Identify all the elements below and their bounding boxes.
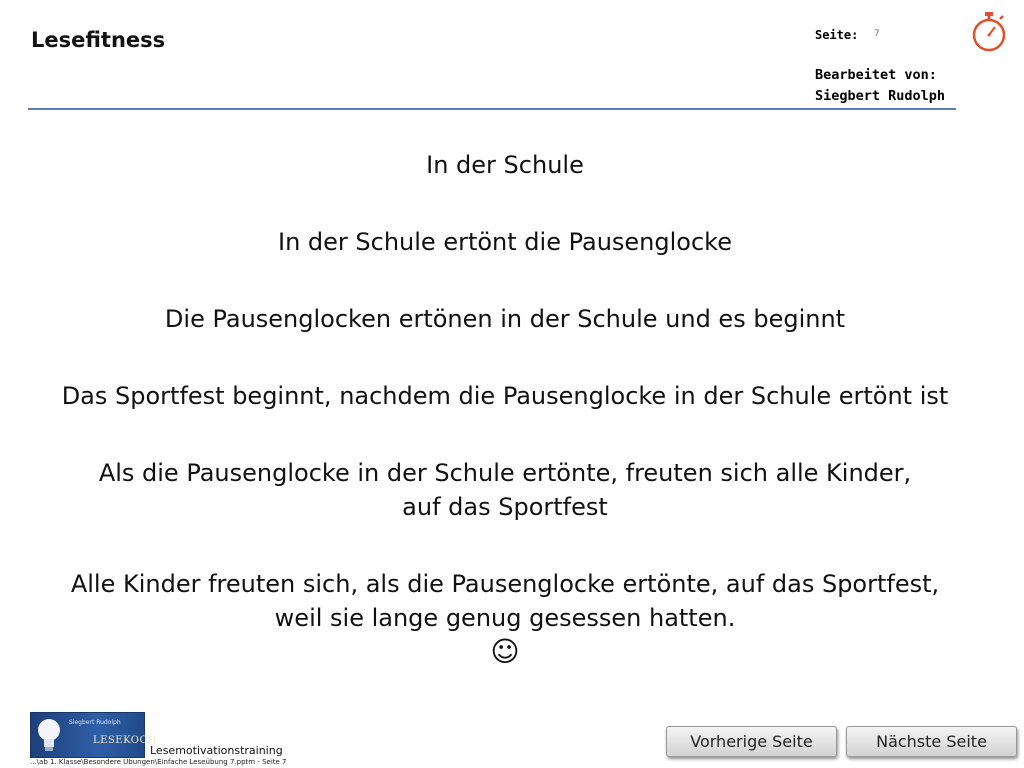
page-title: Lesefitness <box>31 28 166 52</box>
logo-brand: LESEKOCH <box>93 735 157 746</box>
stopwatch-icon[interactable] <box>969 11 1009 53</box>
sentence-line: weil sie lange genug gesessen hatten. <box>274 604 736 632</box>
sentence-line: Das Sportfest beginnt, nachdem die Pausenglocke in der Schule ertönt ist <box>61 382 949 410</box>
sentence-line: Die Pausenglocken ertönen in der Schule und es beginnt <box>164 305 846 333</box>
next-page-button[interactable]: Nächste Seite <box>846 726 1017 757</box>
sentence-3 <box>20 302 990 336</box>
sentence-line: In der Schule ertönt die Pausenglocke <box>278 228 732 256</box>
sentence-line: Alle Kinder freuten sich, als die Pausenglocke ertönte, auf das Sportfest, <box>70 570 940 598</box>
page-label: Seite: <box>815 28 859 42</box>
lesekoch-logo <box>30 712 157 758</box>
page-number: 7 <box>874 29 880 39</box>
header-divider <box>28 108 956 110</box>
edited-by-label: Bearbeitet von: <box>815 67 937 83</box>
logo-author: Siegbert Rudolph <box>69 719 121 726</box>
sentence-6 <box>20 567 990 669</box>
editor-name: Siegbert Rudolph <box>815 88 946 104</box>
footer-title: Lesemotivationstraining <box>150 744 283 757</box>
sentence-1 <box>20 148 990 182</box>
sentence-line: Als die Pausenglocke in der Schule ertönte, freuten sich alle Kinder, <box>98 459 912 487</box>
sentence-2 <box>20 225 990 259</box>
file-path: ...\ab 1. Klasse\Besondere Übungen\Einfache Leseübung 7.pptm - Seite 7 <box>30 758 287 766</box>
sentence-5 <box>20 456 990 524</box>
sentence-line: auf das Sportfest <box>402 493 608 521</box>
sentence-4 <box>20 379 990 413</box>
previous-page-button[interactable]: Vorherige Seite <box>666 726 837 757</box>
lightbulb-icon <box>35 715 65 755</box>
sentence-line: In der Schule <box>426 151 584 179</box>
smiley-icon: ☺ <box>490 635 520 668</box>
